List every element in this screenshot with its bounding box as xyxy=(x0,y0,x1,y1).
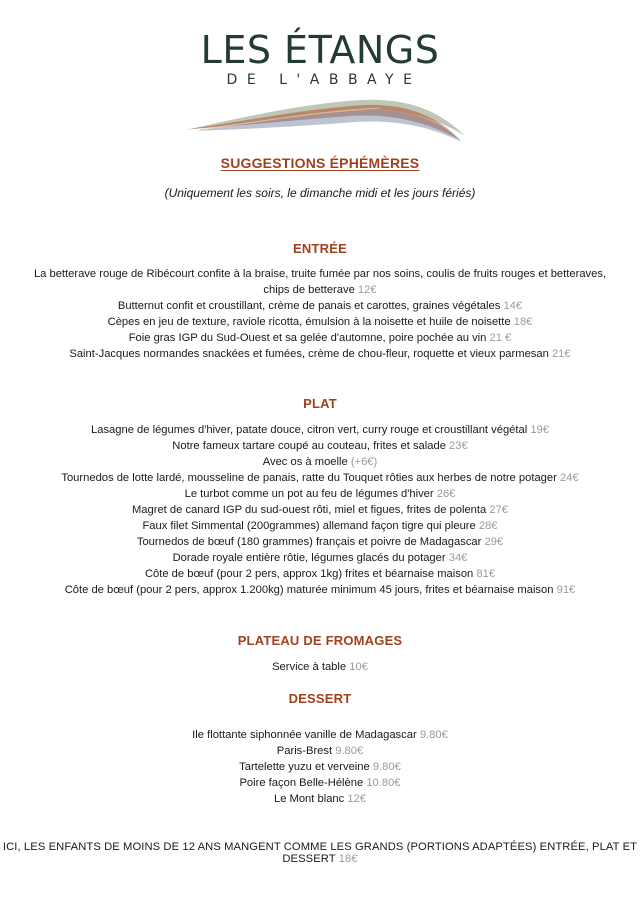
menu-item-price: 23€ xyxy=(449,440,468,452)
menu-item-price: 81€ xyxy=(476,568,496,580)
menu-item-price: 9.80€ xyxy=(419,729,448,741)
menu-item xyxy=(30,422,610,438)
menu-item-price: 10.80€ xyxy=(366,777,401,789)
children-offer-note xyxy=(0,841,640,865)
menu-item xyxy=(30,743,610,759)
menu-item-price: 26€ xyxy=(436,488,456,500)
menu-item-name: Paris-Brest xyxy=(276,745,336,757)
menu-item-name: Foie gras IGP du Sud-Ouest et sa gelée d'automne, poire pochée au vin xyxy=(128,332,490,344)
menu-item-price: 27€ xyxy=(489,504,509,516)
menu-item xyxy=(30,330,610,346)
menu-item-name: Tournedos de lotte lardé, mousseline de panais, ratte du Touquet rôties aux herbes de notre potager xyxy=(61,472,560,484)
section-heading-plat: PLAT xyxy=(303,396,337,411)
menu-item-name: Magret de canard IGP du sud-ouest rôti, miel et figues, frites de polenta xyxy=(131,504,490,516)
menu-item-name: Côte de bœuf (pour 2 pers, approx 1.200kg) maturée minimum 45 jours, frites et béarnaise maison xyxy=(64,584,557,596)
entree-list xyxy=(30,266,610,362)
menu-item xyxy=(30,518,610,534)
section-heading-dessert: DESSERT xyxy=(288,691,352,706)
menu-item xyxy=(30,582,610,598)
menu-item-price: 24€ xyxy=(559,472,579,484)
menu-item-price: 21€ xyxy=(551,348,571,360)
menu-item-price: 91€ xyxy=(556,584,576,596)
footer-price: 18€ xyxy=(338,853,358,865)
menu-item xyxy=(30,314,610,330)
menu-item-name: Le turbot comme un pot au feu de légumes d'hiver xyxy=(184,488,437,500)
menu-item-price: 18€ xyxy=(513,316,533,328)
logo-title: LES ÉTANGS xyxy=(200,28,440,72)
restaurant-logo xyxy=(0,30,640,89)
menu-item-price: 21 € xyxy=(489,332,512,344)
menu-item xyxy=(30,470,610,486)
menu-item-name: Tournedos de bœuf (180 grammes) français et poivre de Madagascar xyxy=(136,536,485,548)
menu-item xyxy=(30,346,610,362)
menu-item xyxy=(30,298,610,314)
section-heading-entree: ENTRÉE xyxy=(293,241,347,256)
section-heading-fromages: PLATEAU DE FROMAGES xyxy=(237,633,403,648)
dessert-list xyxy=(30,727,610,807)
menu-item-name: Poire façon Belle-Hélène xyxy=(239,777,367,789)
menu-item-name: Le Mont blanc xyxy=(273,793,348,805)
plat-list xyxy=(30,422,610,598)
menu-item xyxy=(30,775,610,791)
logo-subtitle: DE L'ABBAYE xyxy=(226,72,422,88)
menu-item-name: Dorade royale entière rôtie, légumes glacés du potager xyxy=(172,552,449,564)
menu-item-name: Butternut confit et croustillant, crème de panais et carottes, graines végétales xyxy=(117,300,504,312)
menu-item-name: Service à table xyxy=(272,661,350,673)
menu-item-name: Notre fameux tartare coupé au couteau, frites et salade xyxy=(172,440,450,452)
menu-item xyxy=(30,486,610,502)
menu-item xyxy=(30,502,610,518)
menu-item-name: Saint-Jacques normandes snackées et fumées, crème de chou-fleur, roquette et vieux parmesan xyxy=(69,348,552,360)
menu-item-price: 19€ xyxy=(530,424,549,436)
menu-item-price: 28€ xyxy=(478,520,498,532)
menu-item xyxy=(30,791,610,807)
menu-item xyxy=(30,727,610,743)
menu-item xyxy=(30,454,610,470)
menu-item-name: Lasagne de légumes d'hiver, patate douce, citron vert, curry rouge et croustillant végétal xyxy=(91,424,531,436)
menu-item-price: 12€ xyxy=(357,284,377,296)
menu-item xyxy=(30,534,610,550)
menu-item-price: 10€ xyxy=(349,661,368,673)
fromages-list xyxy=(30,659,610,675)
menu-item-name: Avec os à moelle xyxy=(262,456,351,468)
menu-item-price: 29€ xyxy=(484,536,504,548)
menu-item-price: 12€ xyxy=(347,793,367,805)
menu-item-price: 14€ xyxy=(503,300,523,312)
menu-item xyxy=(30,566,610,582)
logo-swoosh-icon xyxy=(180,96,470,148)
menu-item-name: Cèpes en jeu de texture, raviole ricotta, émulsion à la noisette et huile de noisette xyxy=(107,316,514,328)
menu-item-price: 9.80€ xyxy=(372,761,401,773)
menu-item-price: 9.80€ xyxy=(335,745,364,757)
menu-subtitle: (Uniquement les soirs, le dimanche midi et les jours fériés) xyxy=(164,186,476,200)
menu-item-name: Côte de bœuf (pour 2 pers, approx 1kg) frites et béarnaise maison xyxy=(144,568,477,580)
menu-title: SUGGESTIONS ÉPHÉMÈRES xyxy=(220,155,420,171)
menu-item xyxy=(30,659,610,675)
menu-item-name: Faux filet Simmental (200grammes) allemand façon tigre qui pleure xyxy=(142,520,479,532)
menu-item-price: 34€ xyxy=(448,552,468,564)
menu-item-name: Ile flottante siphonnée vanille de Madagascar xyxy=(192,729,420,741)
footer-text: ICI, LES ENFANTS DE MOINS DE 12 ANS MANGENT COMME LES GRANDS (PORTIONS ADAPTÉES) ENTRÉE, PLAT ET DESSERT xyxy=(2,841,638,865)
menu-item-price: (+6€) xyxy=(350,456,378,468)
menu-item-name: Tartelette yuzu et verveine xyxy=(239,761,373,773)
menu-item xyxy=(30,550,610,566)
menu-item xyxy=(30,438,610,454)
menu-item-name: La betterave rouge de Ribécourt confite à la braise, truite fumée par nos soins, coulis de fruits rouges et betteraves, chips de betterave xyxy=(33,268,607,296)
menu-item xyxy=(30,759,610,775)
menu-item xyxy=(30,266,610,298)
